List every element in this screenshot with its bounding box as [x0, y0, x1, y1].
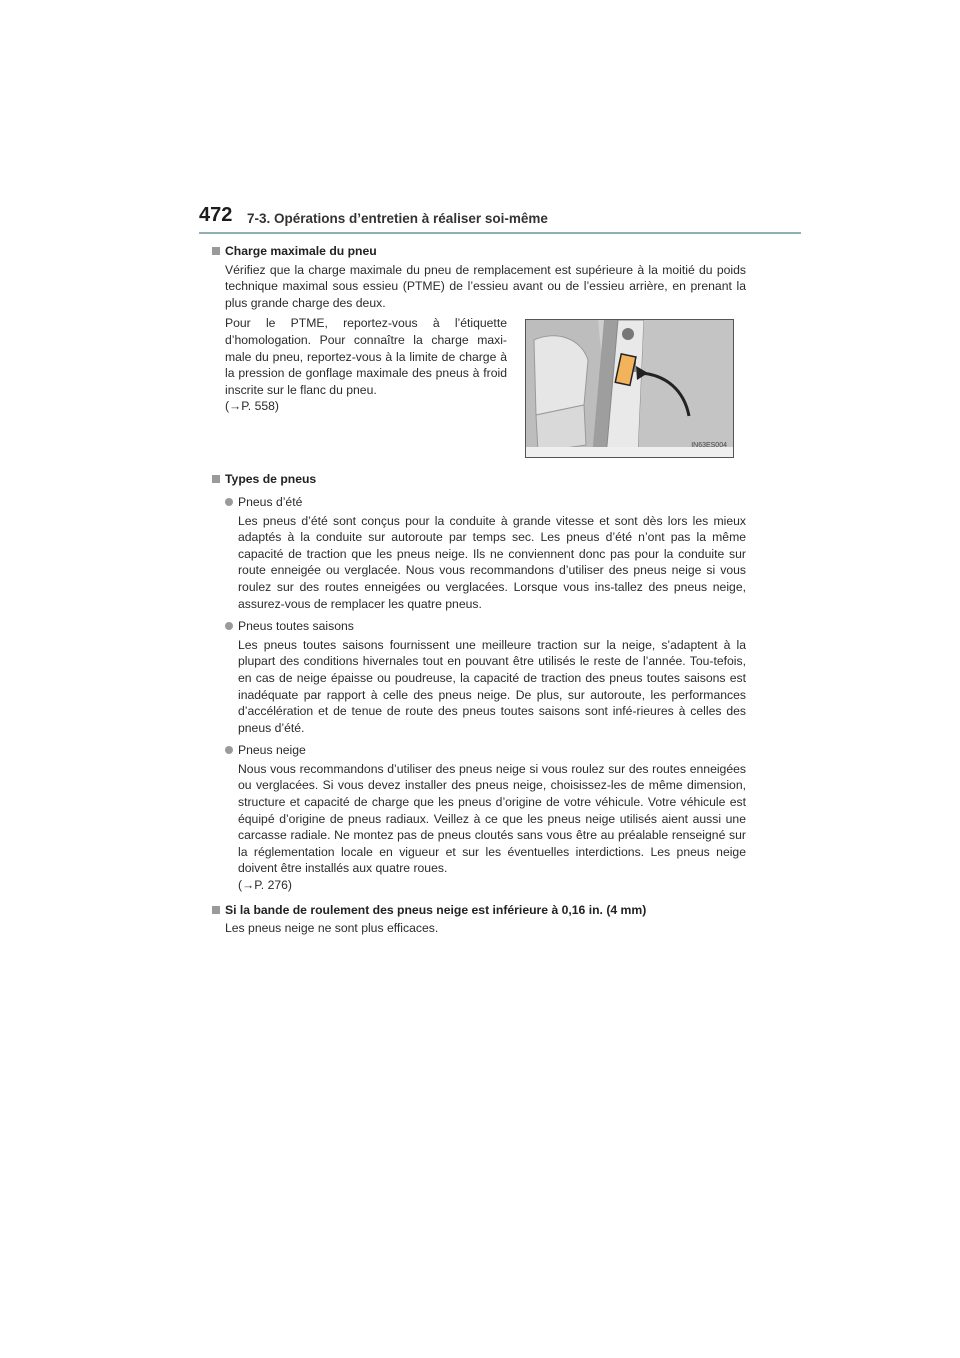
charge-figure-row: [212, 315, 746, 463]
tread-heading: [212, 902, 746, 919]
tread-text: Les pneus neige ne sont plus efficaces.: [225, 921, 439, 936]
subsection-snow: [225, 742, 746, 759]
round-bullet-icon: [225, 498, 233, 506]
charge-paragraph: Vérifiez que la charge maximale du pneu de remplacement est supérieure à la moitié du poids technique maximal sous essieu (PTME) de l’essieu avant ou de l’essieu arrière, en prenant la plus grande charge des deux.: [225, 262, 746, 310]
snow-label: Pneus neige: [238, 743, 306, 758]
charge-title: Charge maximale du pneu: [225, 244, 377, 258]
snow-paragraph: Nous vous recommandons d’utiliser des pneus neige si vous roulez sur des routes enneigées ou verglacées. Si vous devez installer des pneus neige, choisissez-les de même dimension, structure et capacité de charge que les pneus d’origine de votre véhicule. Votre véhicule est équipé d’origine de pneus radiaux. Veillez à ce que les pneus neige utilisés aient aussi une carcasse radiale. Ne montez pas de pneus cloutés sans vous être au préalable renseigné sur la réglementation locale en vigueur et sur les éventuelles interdictions. Les pneus neige doivent être installés aux quatre roues.: [238, 761, 746, 876]
subsection-all-season: [225, 618, 746, 635]
page-header: [199, 204, 801, 236]
types-title: Types de pneus: [225, 472, 317, 487]
square-bullet-icon: [212, 906, 220, 914]
all-season-text: Les pneus toutes saisons fournissent une meilleure traction sur la neige, s’adaptent à la plupart des conditions hivernales tout en pouvant être utilisés le reste de l’année. Tou-tefois, en cas de neige épaisse ou poudreuse, la capacité de traction des pneus toutes saisons est inadéquate par rapport à celle des pneus neige. De plus, sur autoroute, les performances d’accélération et de tenue de route des pneus toutes saisons sont infé-rieures à celles des pneus d’été.: [238, 637, 746, 735]
page-number: 472: [199, 204, 233, 226]
tread-section: [212, 902, 746, 937]
charge-ptme-paragraph: Pour le PTME, reportez-vous à l’étiquette d’homologation. Pour connaître la charge maxi-male du pneu, reportez-vous à la limite de charge à la pression de gonflage maximale des pneus à froid inscrite sur le flanc du pneu.: [225, 316, 507, 397]
snow-text: [238, 761, 746, 894]
section-title: 7-3. Opérations d’entretien à réaliser soi-même: [247, 211, 548, 226]
subsection-summer: [225, 494, 746, 511]
square-bullet-icon: [212, 475, 220, 483]
types-section: [212, 471, 746, 893]
page-reference-link[interactable]: (→P. 558): [225, 399, 279, 414]
charge-heading: [212, 243, 746, 260]
charge-section: [212, 243, 746, 463]
figure-code: IN63ES004: [691, 441, 727, 449]
all-season-label: Pneus toutes saisons: [238, 619, 354, 634]
page-reference-link[interactable]: (→P. 276): [238, 878, 292, 893]
door-pillar-label-illustration: [525, 319, 734, 458]
square-bullet-icon: [212, 247, 220, 255]
tread-title: Si la bande de roulement des pneus neige est inférieure à 0,16 in. (4 mm): [225, 902, 647, 917]
charge-ptme-text: [225, 315, 507, 415]
types-heading: [212, 471, 746, 488]
summer-label: Pneus d’été: [238, 494, 303, 509]
page-content: [212, 243, 746, 945]
summer-text: Les pneus d’été sont conçus pour la conduite à grande vitesse et sont dès lors les mieux adaptés à la conduite sur autoroute par temps sec. Les pneus d’été n’ont pas la même capacité de traction que les pneus neige. Ils ne conviennent donc pas pour la conduite sur route enneigée ou verglacée. Nous vous recommandons d’utiliser des pneus neige si vous roulez sur des routes enneigées ou verglacées. Lorsque vous ins-tallez des pneus neige, assurez-vous de remplacer les quatre pneus.: [238, 513, 746, 611]
round-bullet-icon: [225, 746, 233, 754]
round-bullet-icon: [225, 622, 233, 630]
header-rule: [199, 232, 801, 234]
